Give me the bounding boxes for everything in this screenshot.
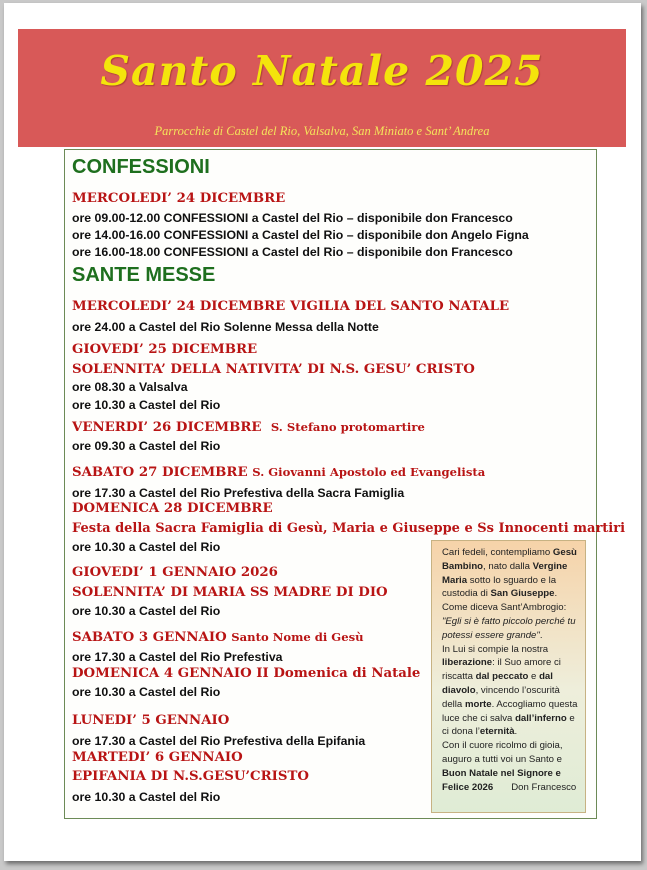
date-label: VENERDI’ 26 DICEMBRE <box>72 420 262 435</box>
header-banner <box>18 29 626 147</box>
date-heading <box>72 420 425 435</box>
confessioni-line: ore 09.00-12.00 CONFESSIONI a Castel del Rio – disponibile don Francesco <box>72 211 513 225</box>
pastoral-message-box <box>431 540 586 813</box>
date-heading: MERCOLEDI’ 24 DICEMBRE VIGILIA DEL SANTO NATALE <box>72 299 510 314</box>
solemnity-title: EPIFANIA DI N.S.GESU’CRISTO <box>72 769 309 784</box>
saint-name: S. Giovanni Apostolo ed Evangelista <box>252 465 486 479</box>
sante-messe-heading: SANTE MESSE <box>72 264 216 286</box>
message-paragraph: Cari fedeli, contempliamo Gesù Bambino, nato dalla Vergine Maria sotto lo sguardo e la custodia di San Giuseppe. Come diceva Sant’Ambrogio: "Egli si è fatto piccolo perché tu potessi essere grande". In Lui si compie la nostra liberazione: il Suo amore ci riscatta dal peccato e dal diavolo, vincendo l’oscurità della morte. Accogliamo questa luce che ci salva dall’inferno e ci dona l’eternità. Con il cuore ricolmo di gioia, auguro a tutti voi un Santo e Buon Natale nel Signore e Felice 2026 Don Francesco <box>442 547 578 793</box>
solemnity-title: SOLENNITA’ DI MARIA SS MADRE DI DIO <box>72 585 388 600</box>
confessioni-line: ore 14.00-16.00 CONFESSIONI a Castel del Rio – disponibile don Angelo Figna <box>72 228 529 242</box>
date-label: SABATO 27 DICEMBRE <box>72 465 248 480</box>
confessioni-date: MERCOLEDI’ 24 DICEMBRE <box>72 191 286 206</box>
date-label: SABATO 3 GENNAIO <box>72 630 227 645</box>
date-heading <box>72 630 364 645</box>
feast-name: Santo Nome di Gesù <box>231 630 364 644</box>
date-heading <box>72 465 485 480</box>
confessioni-line: ore 16.00-18.00 CONFESSIONI a Castel del Rio – disponibile don Francesco <box>72 245 513 259</box>
flyer-page <box>4 3 641 861</box>
date-heading: LUNEDI’ 5 GENNAIO <box>72 713 230 728</box>
page-title: Santo Natale 2025 <box>100 47 544 95</box>
feast-title: Festa della Sacra Famiglia di Gesù, Maria e Giuseppe e Ss Innocenti martiri <box>72 521 626 536</box>
mass-time: ore 10.30 a Castel del Rio <box>72 540 221 554</box>
mass-time: ore 10.30 a Castel del Rio <box>72 604 221 618</box>
date-heading: DOMENICA 28 DICEMBRE <box>72 501 273 516</box>
date-heading: GIOVEDI’ 25 DICEMBRE <box>72 342 258 357</box>
mass-time: ore 09.30 a Castel del Rio <box>72 439 221 453</box>
mass-time: ore 10.30 a Castel del Rio <box>72 790 221 804</box>
mass-time: ore 17.30 a Castel del Rio Prefestiva della Sacra Famiglia <box>72 486 405 500</box>
date-heading: DOMENICA 4 GENNAIO II Domenica di Natale <box>72 666 421 681</box>
mass-time: ore 24.00 a Castel del Rio Solenne Messa della Notte <box>72 320 379 334</box>
mass-time: ore 10.30 a Castel del Rio <box>72 398 221 412</box>
mass-time: ore 17.30 a Castel del Rio Prefestiva <box>72 650 283 664</box>
date-heading: MARTEDI’ 6 GENNAIO <box>72 750 243 765</box>
mass-time: ore 08.30 a Valsalva <box>72 380 188 394</box>
signature: Don Francesco <box>511 781 577 793</box>
mass-time: ore 17.30 a Castel del Rio Prefestiva della Epifania <box>72 734 366 748</box>
parishes-subtitle: Parrocchie di Castel del Rio, Valsalva, San Miniato e Sant’ Andrea <box>154 124 490 138</box>
mass-time: ore 10.30 a Castel del Rio <box>72 685 221 699</box>
saint-name: S. Stefano protomartire <box>270 420 425 434</box>
solemnity-title: SOLENNITA’ DELLA NATIVITA’ DI N.S. GESU’ CRISTO <box>72 362 475 377</box>
confessioni-heading: CONFESSIONI <box>72 156 210 178</box>
date-heading: GIOVEDI’ 1 GENNAIO 2026 <box>72 565 278 580</box>
